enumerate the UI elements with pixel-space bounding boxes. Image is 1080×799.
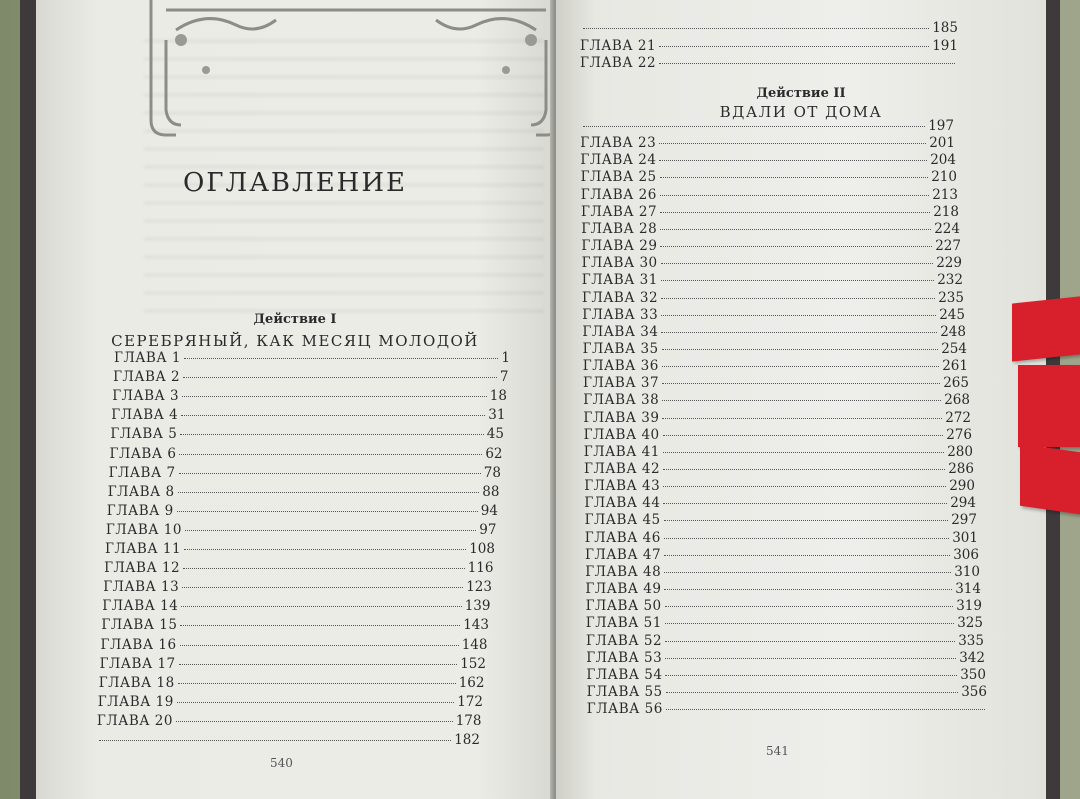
toc-entry xyxy=(586,598,982,614)
toc-entry-page: 1 xyxy=(501,350,510,366)
dot-leader xyxy=(179,663,458,665)
toc-entry-page: 62 xyxy=(485,445,503,462)
dot-leader xyxy=(659,159,927,161)
dot-leader xyxy=(180,644,459,646)
toc-entry xyxy=(101,617,489,633)
dot-leader xyxy=(663,468,945,470)
dot-leader xyxy=(666,691,959,693)
dot-leader xyxy=(185,529,476,531)
toc-entry-page: 31 xyxy=(488,407,506,424)
toc-entry-page: 297 xyxy=(951,512,977,529)
toc-entry-page: 88 xyxy=(482,483,500,500)
toc-entry-page: 210 xyxy=(931,169,957,186)
toc-entry xyxy=(585,564,980,580)
dot-leader xyxy=(660,211,930,213)
toc-entry-label: ГЛАВА 4 xyxy=(111,407,179,424)
toc-entry-label: ГЛАВА 54 xyxy=(586,666,663,683)
toc-entry-label: ГЛАВА 44 xyxy=(584,495,661,512)
dot-leader xyxy=(583,27,929,29)
toc-entry xyxy=(581,169,957,185)
toc-entry xyxy=(112,388,507,404)
toc-entry xyxy=(587,701,988,717)
toc-entry-page: 139 xyxy=(464,598,491,615)
toc-entry-label: ГЛАВА 1 xyxy=(114,350,181,366)
toc-entry xyxy=(581,204,959,220)
toc-entry-label: ГЛАВА 36 xyxy=(582,358,659,375)
toc-entry-label: ГЛАВА 3 xyxy=(112,388,180,405)
bookmark-ribbon-bottom xyxy=(1020,444,1080,514)
bookmark-ribbon-top xyxy=(1012,296,1080,361)
act-1-name: СЕРЕБРЯНЫЙ, КАК МЕСЯЦ МОЛОДОЙ xyxy=(111,332,479,350)
right-page xyxy=(556,0,1046,799)
toc-entry-label: ГЛАВА 53 xyxy=(586,649,663,666)
toc-entry-label: ГЛАВА 18 xyxy=(98,674,175,691)
dot-leader xyxy=(664,588,952,590)
toc-entry-page: 280 xyxy=(947,443,973,460)
act-2-name: ВДАЛИ ОТ ДОМА xyxy=(719,103,883,121)
toc-entry-page: 261 xyxy=(942,358,968,375)
dot-leader xyxy=(182,395,487,397)
toc-entry-page: 342 xyxy=(959,649,985,666)
toc-entry-label: ГЛАВА 27 xyxy=(581,203,658,220)
toc-entry-label: ГЛАВА 16 xyxy=(100,636,177,653)
dot-leader xyxy=(661,331,937,333)
dot-leader xyxy=(660,228,931,230)
toc-entry-page: 94 xyxy=(480,502,498,519)
page-number-left: 540 xyxy=(270,756,293,770)
toc-entry-page: 232 xyxy=(937,272,963,289)
toc-entry-page: 248 xyxy=(940,323,966,340)
toc-entry-page: 294 xyxy=(950,495,976,512)
dot-leader xyxy=(179,472,481,474)
toc-entry-label: ГЛАВА 26 xyxy=(580,186,657,203)
dot-leader xyxy=(177,701,454,703)
toc-entry-page: 204 xyxy=(930,152,956,169)
toc-entry-label: ГЛАВА 31 xyxy=(581,272,658,289)
toc-entry xyxy=(586,615,983,631)
toc-entry xyxy=(584,461,974,477)
toc-entry-label: ГЛАВА 25 xyxy=(580,169,657,186)
toc-entry-page: 191 xyxy=(932,37,958,54)
toc-entry-page: 265 xyxy=(943,375,969,392)
dot-leader xyxy=(661,279,934,281)
toc-entry xyxy=(581,187,958,203)
dot-leader xyxy=(666,708,985,710)
toc-entry-label: ГЛАВА 47 xyxy=(585,546,662,563)
toc-entry xyxy=(104,560,493,576)
toc-entry-label: ГЛАВА 11 xyxy=(105,541,182,557)
dot-leader xyxy=(665,605,954,607)
toc-title: ОГЛАВЛЕНИЕ xyxy=(182,168,408,198)
toc-entry xyxy=(580,38,958,54)
dot-leader xyxy=(661,297,935,299)
toc-entry xyxy=(582,324,966,340)
dot-leader xyxy=(663,502,947,504)
toc-entry xyxy=(580,152,956,168)
toc-entry-label: ГЛАВА 50 xyxy=(585,598,662,615)
dot-leader xyxy=(661,262,934,264)
toc-entry-label: ГЛАВА 37 xyxy=(583,375,660,392)
toc-entry-page: 286 xyxy=(948,461,974,477)
toc-entry-page: 18 xyxy=(489,388,507,405)
toc-entry xyxy=(103,579,492,595)
dot-leader xyxy=(183,567,465,569)
toc-entry-label: ГЛАВА 23 xyxy=(580,135,657,152)
toc-entry-page: 356 xyxy=(961,683,987,700)
toc-entry xyxy=(99,675,485,691)
dot-leader xyxy=(665,622,954,624)
toc-entry xyxy=(108,484,500,500)
toc-entry-page: 276 xyxy=(946,426,972,443)
toc-entry xyxy=(101,637,488,653)
toc-entry-page: 310 xyxy=(954,563,980,580)
toc-entry xyxy=(585,581,981,597)
toc-entry-page: 108 xyxy=(469,541,495,557)
toc-entry-page: 227 xyxy=(935,238,961,255)
dot-leader xyxy=(659,142,926,144)
dot-leader xyxy=(664,519,949,521)
toc-entry xyxy=(102,598,490,614)
dot-leader xyxy=(661,314,936,316)
toc-entry xyxy=(96,732,480,748)
toc-entry xyxy=(100,656,486,672)
act-2-label: Действие II xyxy=(756,86,846,101)
dot-leader xyxy=(177,510,478,512)
dot-leader xyxy=(662,365,939,367)
dot-leader xyxy=(663,434,944,436)
toc-entry xyxy=(109,465,501,481)
dot-leader xyxy=(99,739,451,741)
dot-leader xyxy=(179,453,482,455)
toc-entry-label: ГЛАВА 33 xyxy=(582,306,659,323)
toc-entry-label: ГЛАВА 5 xyxy=(110,426,178,443)
dot-leader xyxy=(660,176,929,178)
dot-leader xyxy=(178,682,456,684)
toc-entry xyxy=(114,350,510,366)
toc-entry-label: ГЛАВА 12 xyxy=(104,560,181,577)
toc-entry xyxy=(105,541,495,557)
toc-entry-page: 78 xyxy=(483,464,501,481)
toc-entry-label: ГЛАВА 2 xyxy=(113,369,181,386)
toc-entry xyxy=(584,478,975,494)
dot-leader xyxy=(665,657,956,659)
toc-entry-label: ГЛАВА 35 xyxy=(582,340,659,357)
toc-entry-page: 213 xyxy=(932,186,958,203)
dot-leader xyxy=(663,485,946,487)
toc-entry xyxy=(582,255,962,271)
dot-leader xyxy=(662,417,942,419)
dot-leader xyxy=(662,348,939,350)
dot-leader xyxy=(178,491,480,493)
toc-entry-page: 224 xyxy=(934,220,960,237)
toc-entry-page: 301 xyxy=(952,529,978,546)
toc-entry xyxy=(582,307,965,323)
toc-entry-page: 201 xyxy=(929,135,955,152)
toc-entry xyxy=(110,426,504,442)
bookmark-ribbon-middle xyxy=(1018,365,1080,447)
toc-entry-label: ГЛАВА 22 xyxy=(580,55,657,71)
toc-entry xyxy=(580,55,958,71)
dot-leader xyxy=(660,245,932,247)
toc-entry-label: ГЛАВА 48 xyxy=(585,563,662,580)
toc-entry xyxy=(580,118,954,134)
toc-entry-page: 272 xyxy=(945,409,971,426)
left-page xyxy=(36,0,554,799)
toc-entry-page: 162 xyxy=(458,674,485,691)
toc-entry-label: ГЛАВА 9 xyxy=(106,502,174,519)
toc-entry xyxy=(583,341,967,357)
toc-entry xyxy=(583,392,970,408)
toc-entry-page: 245 xyxy=(939,306,965,323)
toc-entry-label: ГЛАВА 20 xyxy=(96,712,173,729)
toc-entry-label: ГЛАВА 51 xyxy=(585,615,662,632)
dot-leader xyxy=(583,125,925,127)
toc-entry-label: ГЛАВА 28 xyxy=(581,220,658,237)
ornamental-frame xyxy=(146,0,554,150)
toc-entry-page: 123 xyxy=(466,579,492,596)
toc-entry-label: ГЛАВА 17 xyxy=(99,655,176,672)
toc-entry xyxy=(586,667,986,683)
toc-entry xyxy=(106,522,497,538)
toc-entry-label: ГЛАВА 29 xyxy=(581,238,658,255)
toc-entry-label: ГЛАВА 32 xyxy=(582,289,659,306)
toc-entry xyxy=(97,713,482,729)
toc-entry xyxy=(585,512,977,528)
toc-entry-page: 218 xyxy=(933,203,959,220)
toc-entry-page: 182 xyxy=(454,732,480,748)
dot-leader xyxy=(665,674,957,676)
toc-entry xyxy=(584,427,972,443)
toc-entry-label: ГЛАВА 6 xyxy=(109,445,177,462)
toc-entry-page: 197 xyxy=(928,118,954,134)
toc-entry-label: ГЛАВА 30 xyxy=(581,255,658,272)
dot-leader xyxy=(180,624,460,626)
toc-entry-page: 7 xyxy=(499,369,509,386)
toc-entry-page: 172 xyxy=(457,693,483,710)
toc-entry-label: ГЛАВА 13 xyxy=(103,579,180,596)
toc-entry-label: ГЛАВА 40 xyxy=(583,426,660,443)
toc-entry-page: 306 xyxy=(953,546,979,563)
dot-leader xyxy=(176,720,453,722)
toc-entry-page: 185 xyxy=(932,20,958,36)
toc-entry-label: ГЛАВА 21 xyxy=(580,37,657,54)
toc-entry-label: ГЛАВА 42 xyxy=(584,461,661,477)
toc-entry-label: ГЛАВА 55 xyxy=(586,683,663,700)
toc-entry-label: ГЛАВА 10 xyxy=(105,521,182,538)
toc-entry-page: 314 xyxy=(955,581,981,598)
toc-entry-label: ГЛАВА 49 xyxy=(585,581,662,598)
dot-leader xyxy=(184,548,466,550)
dot-leader xyxy=(663,451,944,453)
act-1-label: Действие I xyxy=(253,312,337,327)
dot-leader xyxy=(181,605,461,607)
dot-leader xyxy=(181,414,485,416)
dot-leader xyxy=(659,45,929,47)
dot-leader xyxy=(659,62,955,64)
dot-leader xyxy=(664,554,950,556)
toc-entry-page: 229 xyxy=(936,255,962,272)
toc-entry-label: ГЛАВА 46 xyxy=(584,529,661,546)
toc-entry-label: ГЛАВА 19 xyxy=(97,693,174,710)
toc-entry-label: ГЛАВА 39 xyxy=(583,409,660,426)
toc-entry xyxy=(113,369,508,385)
toc-entry xyxy=(586,633,984,649)
toc-entry-label: ГЛАВА 7 xyxy=(108,464,176,481)
toc-entry-page: 148 xyxy=(461,636,488,653)
toc-entry-label: ГЛАВА 41 xyxy=(583,443,660,460)
toc-entry-page: 45 xyxy=(486,426,504,443)
dot-leader xyxy=(180,433,483,435)
dot-leader xyxy=(182,586,463,588)
toc-entry xyxy=(580,135,955,151)
toc-entry-label: ГЛАВА 14 xyxy=(102,598,179,615)
toc-entry-page: 254 xyxy=(941,340,967,357)
toc-entry xyxy=(582,290,964,306)
toc-entry-label: ГЛАВА 45 xyxy=(584,512,661,529)
toc-entry xyxy=(584,444,973,460)
toc-entry-page: 152 xyxy=(460,655,486,672)
toc-entry-label: ГЛАВА 56 xyxy=(586,701,663,718)
toc-entry xyxy=(587,684,987,700)
toc-entry-page: 235 xyxy=(938,289,964,306)
dot-leader xyxy=(664,537,949,539)
toc-entry-page: 350 xyxy=(960,666,986,683)
toc-entry xyxy=(110,446,503,462)
toc-entry-label: ГЛАВА 15 xyxy=(101,617,178,634)
toc-entry-page: 178 xyxy=(455,712,482,729)
toc-entry xyxy=(581,221,960,237)
toc-entry xyxy=(585,547,979,563)
toc-entry xyxy=(583,410,971,426)
page-number-right: 541 xyxy=(766,744,789,758)
toc-entry-page: 319 xyxy=(956,598,982,615)
dot-leader xyxy=(660,194,929,196)
dot-leader xyxy=(183,376,497,378)
toc-entry xyxy=(584,495,976,511)
toc-entry-label: ГЛАВА 24 xyxy=(580,152,657,169)
toc-entry xyxy=(107,503,498,519)
dot-leader xyxy=(662,382,940,384)
toc-entry-label: ГЛАВА 34 xyxy=(582,323,659,340)
dot-leader xyxy=(664,571,951,573)
toc-entry-page: 290 xyxy=(949,478,975,495)
toc-entry-page: 335 xyxy=(958,632,984,649)
toc-entry xyxy=(582,272,963,288)
toc-entry-label: ГЛАВА 38 xyxy=(583,392,660,409)
toc-entry xyxy=(585,530,978,546)
toc-entry xyxy=(583,375,969,391)
toc-entry-page: 325 xyxy=(957,615,983,632)
toc-entry xyxy=(583,358,968,374)
toc-entry xyxy=(586,650,985,666)
toc-entry-page: 143 xyxy=(463,617,489,634)
toc-entry xyxy=(98,694,483,710)
toc-entry xyxy=(580,20,958,36)
dot-leader xyxy=(184,357,498,359)
toc-entry-page: 116 xyxy=(467,560,494,577)
toc-entry-label: ГЛАВА 52 xyxy=(586,632,663,649)
toc-entry-label: ГЛАВА 8 xyxy=(107,483,175,500)
toc-entry xyxy=(581,238,961,254)
toc-entry-page: 97 xyxy=(479,521,497,538)
toc-entry-page: 268 xyxy=(944,392,970,409)
toc-entry-label: ГЛАВА 43 xyxy=(584,478,661,495)
dot-leader xyxy=(662,399,941,401)
toc-entry xyxy=(111,407,505,423)
dot-leader xyxy=(665,640,955,642)
